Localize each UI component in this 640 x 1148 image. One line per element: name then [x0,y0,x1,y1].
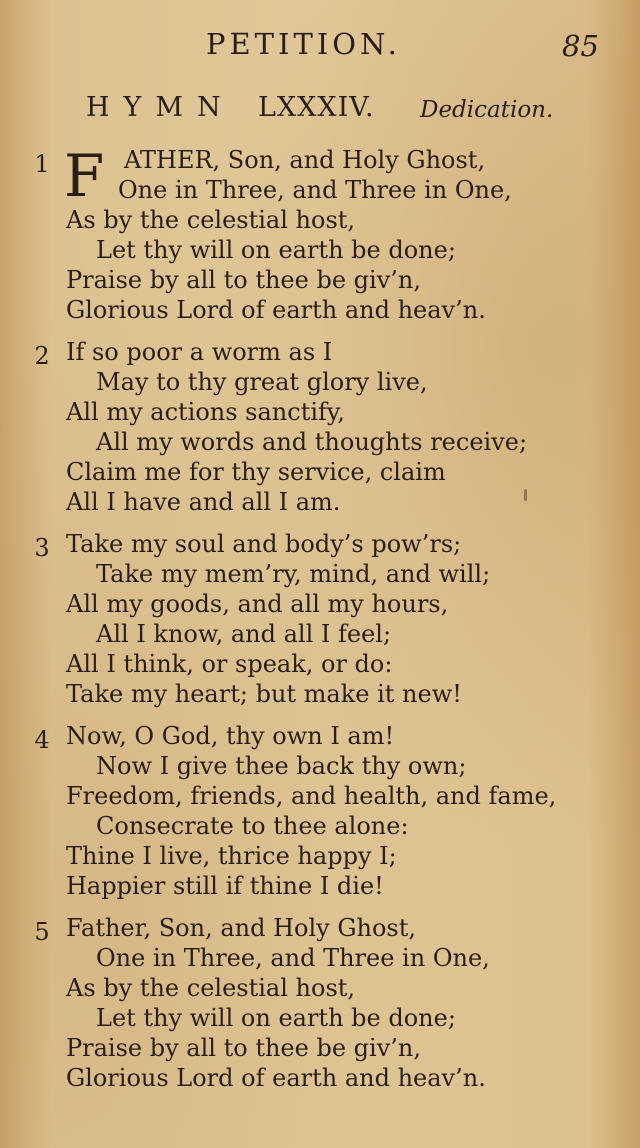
verse-line: Take my mem’ry, mind, and will; [96,560,491,588]
verse-line: As by the celestial host, [66,206,356,234]
verses [0,142,640,1105]
ink-mark [524,489,527,501]
verse-number: 2 [34,342,50,370]
verse-line: Let thy will on earth be done; [96,236,456,264]
verse-line: Take my heart; but make it new! [66,680,462,708]
page-number: 85 [562,29,599,63]
verse-line: All my goods, and all my hours, [66,590,449,618]
drop-cap: F [64,142,105,210]
verse-line: Let thy will on earth be done; [96,1004,456,1032]
verse-line: Father, Son, and Holy Ghost, [66,914,417,942]
verse-5 [0,913,640,1093]
verse-line: ATHER, Son, and Holy Ghost, [124,146,486,174]
verse-line: As by the celestial host, [66,974,356,1002]
verse-1 [0,142,640,325]
verse-line: Consecrate to thee alone: [96,812,409,840]
verse-line: All I have and all I am. [66,488,341,516]
verse-line: Freedom, friends, and health, and fame, [66,782,557,810]
verse-line: Take my soul and body’s pow’rs; [66,530,462,558]
verse-number: 3 [34,534,50,562]
verse-number: 1 [34,150,50,178]
verse-line: Thine I live, thrice happy I; [66,842,397,870]
verse-line: Claim me for thy service, claim [66,458,446,486]
verse-line: Happier still if thine I die! [66,872,384,900]
hymn-number: LXXXIV. [258,92,375,123]
verse-4 [0,721,640,901]
verse-line: Glorious Lord of earth and heav’n. [66,1064,486,1092]
hymn-word: HYMN [86,92,235,123]
hymn-heading [86,86,626,130]
verse-line: Now, O God, thy own I am! [66,722,395,750]
verse-line: All I know, and all I feel; [96,620,392,648]
verse-line: Now I give thee back thy own; [96,752,467,780]
verse-line: If so poor a worm as I [66,338,333,366]
hymn-subject: Dedication. [420,97,554,123]
verse-line: All I think, or speak, or do: [66,650,393,678]
verse-line: One in Three, and Three in One, [118,176,512,204]
verse-number: 4 [34,726,50,754]
verse-line: Praise by all to thee be giv’n, [66,1034,421,1062]
verse-3 [0,529,640,709]
verse-2 [0,337,640,517]
verse-line: Glorious Lord of earth and heav’n. [66,296,486,324]
verse-line: May to thy great glory live, [96,368,428,396]
verse-line: All my actions sanctify, [66,398,345,426]
running-title: PETITION. [206,27,401,61]
verse-number: 5 [34,918,50,946]
verse-line: All my words and thoughts receive; [96,428,528,456]
verse-line: Praise by all to thee be giv’n, [66,266,421,294]
running-head [0,24,640,64]
verse-line: One in Three, and Three in One, [96,944,490,972]
